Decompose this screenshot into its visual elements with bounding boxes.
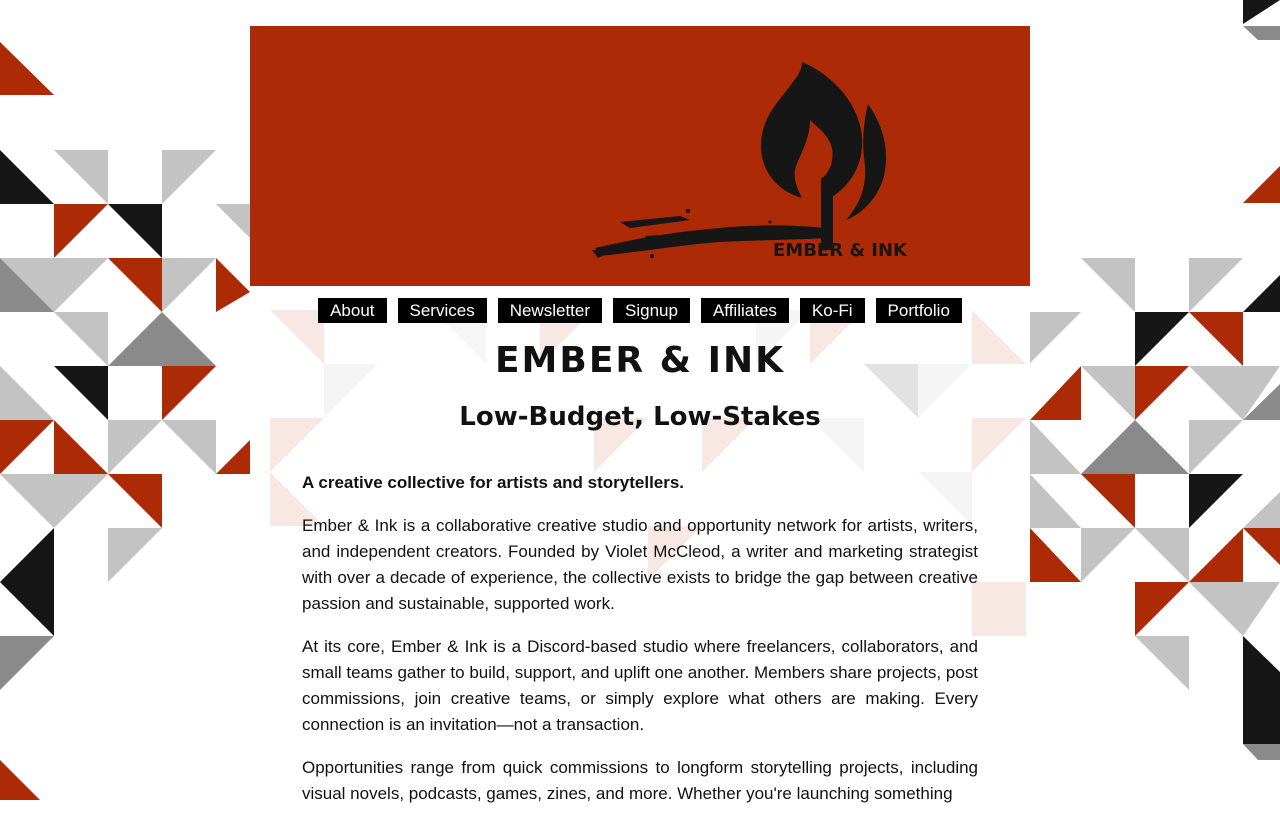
header-banner: [250, 26, 1030, 286]
nav-signup[interactable]: Signup: [613, 298, 690, 323]
banner-logo-text: EMBER & INK: [772, 240, 908, 261]
nav-ko-fi[interactable]: Ko-Fi: [800, 298, 865, 323]
right-pattern: [1030, 0, 1280, 760]
left-pattern: [0, 42, 250, 800]
paragraph-opportunities: Opportunities range from quick commissions to longform storytelling projects, including visual novels, podcasts, games, zines, and more. Whether you're launching something: [302, 758, 978, 803]
paragraph-intro: Ember & Ink is a collaborative creative studio and opportunity network for artists, writers, and independent creators. Founded by Violet McCleod, a writer and marketing strategist with over a decade of experience, the collective exists to bridge the gap between creative passion and sustainable, supported work.: [302, 516, 978, 613]
paragraph-core: At its core, Ember & Ink is a Discord-based studio where freelancers, collaborators, and small teams gather to build, support, and uplift one another. Members share projects, post commissions, join creative teams, or simply explore what others are making. Every connection is an invitation—not a transaction.: [302, 637, 978, 734]
about-content: [302, 470, 978, 824]
site-title: EMBER & INK: [494, 340, 786, 381]
main-column: [250, 0, 1030, 803]
flame-brush-icon: [250, 26, 1030, 286]
nav-about[interactable]: About: [318, 298, 386, 323]
nav-portfolio[interactable]: Portfolio: [876, 298, 962, 323]
flame-large: [761, 62, 862, 198]
lead-text: A creative collective for artists and storytellers.: [302, 473, 685, 492]
main-nav: [250, 298, 1030, 323]
nav-affiliates[interactable]: Affiliates: [701, 298, 789, 323]
nav-services[interactable]: Services: [398, 298, 487, 323]
tagline: Low-Budget, Low-Stakes: [459, 402, 821, 432]
nav-newsletter[interactable]: Newsletter: [498, 298, 602, 323]
